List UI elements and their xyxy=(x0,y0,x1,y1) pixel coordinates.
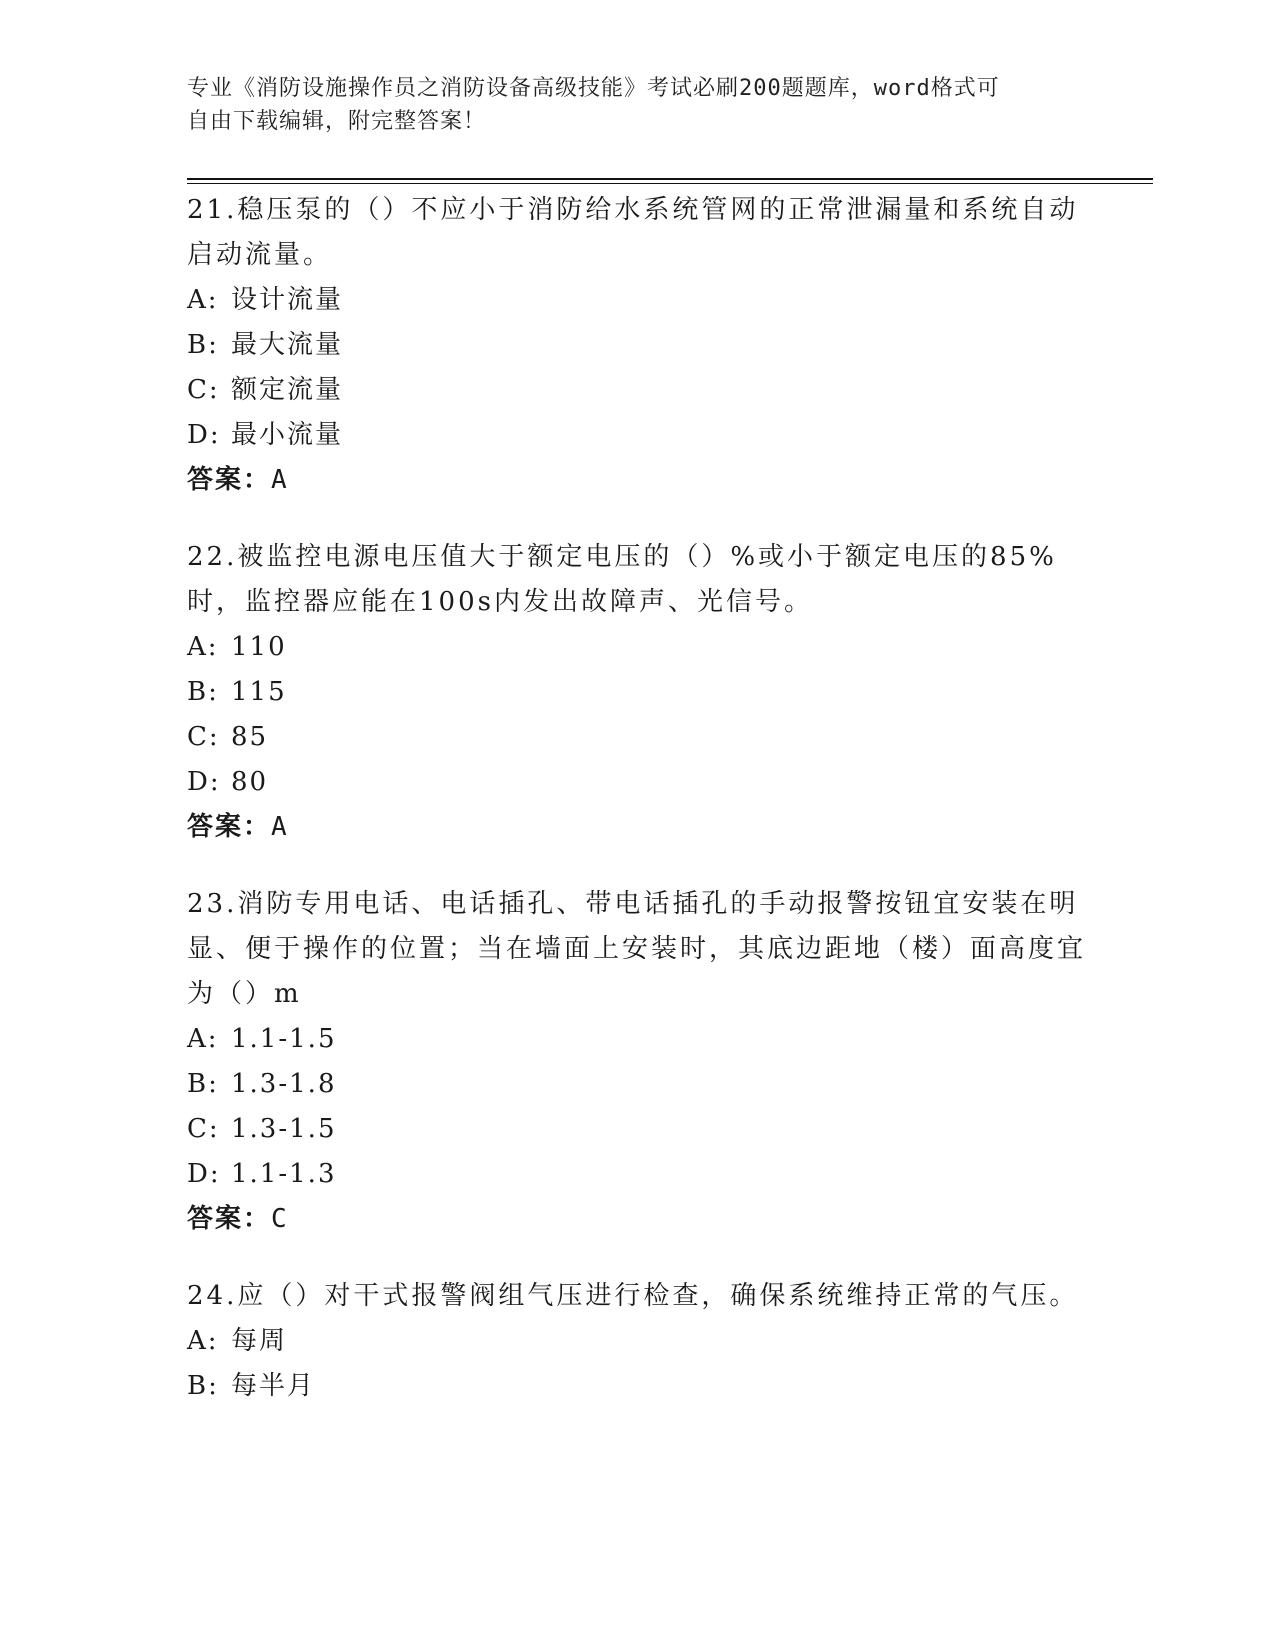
question-text: 24.应（）对干式报警阀组气压进行检查，确保系统维持正常的气压。 xyxy=(187,1281,1079,1311)
option-letter: A: xyxy=(187,1326,219,1356)
option-b xyxy=(187,323,1087,368)
option-letter: B: xyxy=(187,677,219,707)
question-21 xyxy=(187,188,1087,503)
option-c xyxy=(187,715,1087,760)
answer-line xyxy=(187,458,1087,503)
option-text: 115 xyxy=(231,677,287,707)
option-d xyxy=(187,1152,1087,1197)
option-letter: D: xyxy=(187,420,221,450)
question-text: 22.被监控电源电压值大于额定电压的（）%或小于额定电压的85%时，监控器应能在100s内发出故障声、光信号。 xyxy=(187,542,1057,617)
option-a xyxy=(187,1017,1087,1062)
question-22 xyxy=(187,535,1087,850)
option-d xyxy=(187,760,1087,805)
option-letter: D: xyxy=(187,1159,221,1189)
answer-label: 答案： xyxy=(187,465,272,495)
option-text: 110 xyxy=(231,632,287,662)
option-letter: D: xyxy=(187,767,221,797)
option-d xyxy=(187,413,1087,458)
option-text: 额定流量 xyxy=(231,375,344,405)
option-text: 每周 xyxy=(231,1326,288,1356)
option-letter: B: xyxy=(187,330,219,360)
answer-line xyxy=(187,1197,1087,1242)
option-c xyxy=(187,368,1087,413)
option-letter: A: xyxy=(187,1024,219,1054)
option-text: 最大流量 xyxy=(231,330,344,360)
option-a xyxy=(187,1319,1087,1364)
option-b xyxy=(187,1364,1087,1409)
header-line-2: 自由下载编辑，附完整答案！ xyxy=(187,109,487,134)
answer-value: C xyxy=(271,1204,289,1234)
header-divider-thin xyxy=(187,183,1153,184)
option-text: 85 xyxy=(231,722,269,752)
header-divider-thick xyxy=(187,178,1153,180)
option-b xyxy=(187,1062,1087,1107)
option-letter: A: xyxy=(187,632,219,662)
option-c xyxy=(187,1107,1087,1152)
document-header xyxy=(187,72,1067,138)
question-text: 23.消防专用电话、电话插孔、带电话插孔的手动报警按钮宜安装在明显、便于操作的位置；当在墙面上安装时，其底边距地（楼）面高度宜为（）m xyxy=(187,889,1087,1009)
option-letter: B: xyxy=(187,1069,219,1099)
option-a xyxy=(187,278,1087,323)
option-text: 设计流量 xyxy=(231,285,344,315)
question-24 xyxy=(187,1274,1087,1409)
option-text: 1.1-1.5 xyxy=(231,1024,337,1054)
option-text: 1.1-1.3 xyxy=(231,1159,337,1189)
option-text: 1.3-1.8 xyxy=(231,1069,337,1099)
option-letter: C: xyxy=(187,375,220,405)
answer-value: A xyxy=(271,465,289,495)
header-line-1: 专业《消防设施操作员之消防设备高级技能》考试必刷200题题库，word格式可 xyxy=(187,76,1000,101)
option-text: 80 xyxy=(231,767,269,797)
answer-label: 答案： xyxy=(187,812,272,842)
option-letter: B: xyxy=(187,1371,219,1401)
question-text: 21.稳压泵的（）不应小于消防给水系统管网的正常泄漏量和系统自动启动流量。 xyxy=(187,195,1079,270)
option-text: 最小流量 xyxy=(231,420,344,450)
option-letter: A: xyxy=(187,285,219,315)
question-23 xyxy=(187,882,1087,1242)
question-list xyxy=(187,188,1087,1441)
answer-line xyxy=(187,805,1087,850)
option-letter: C: xyxy=(187,1114,220,1144)
option-b xyxy=(187,670,1087,715)
answer-label: 答案： xyxy=(187,1204,272,1234)
option-letter: C: xyxy=(187,722,220,752)
answer-value: A xyxy=(271,812,289,842)
option-text: 每半月 xyxy=(231,1371,316,1401)
option-a xyxy=(187,625,1087,670)
option-text: 1.3-1.5 xyxy=(231,1114,337,1144)
